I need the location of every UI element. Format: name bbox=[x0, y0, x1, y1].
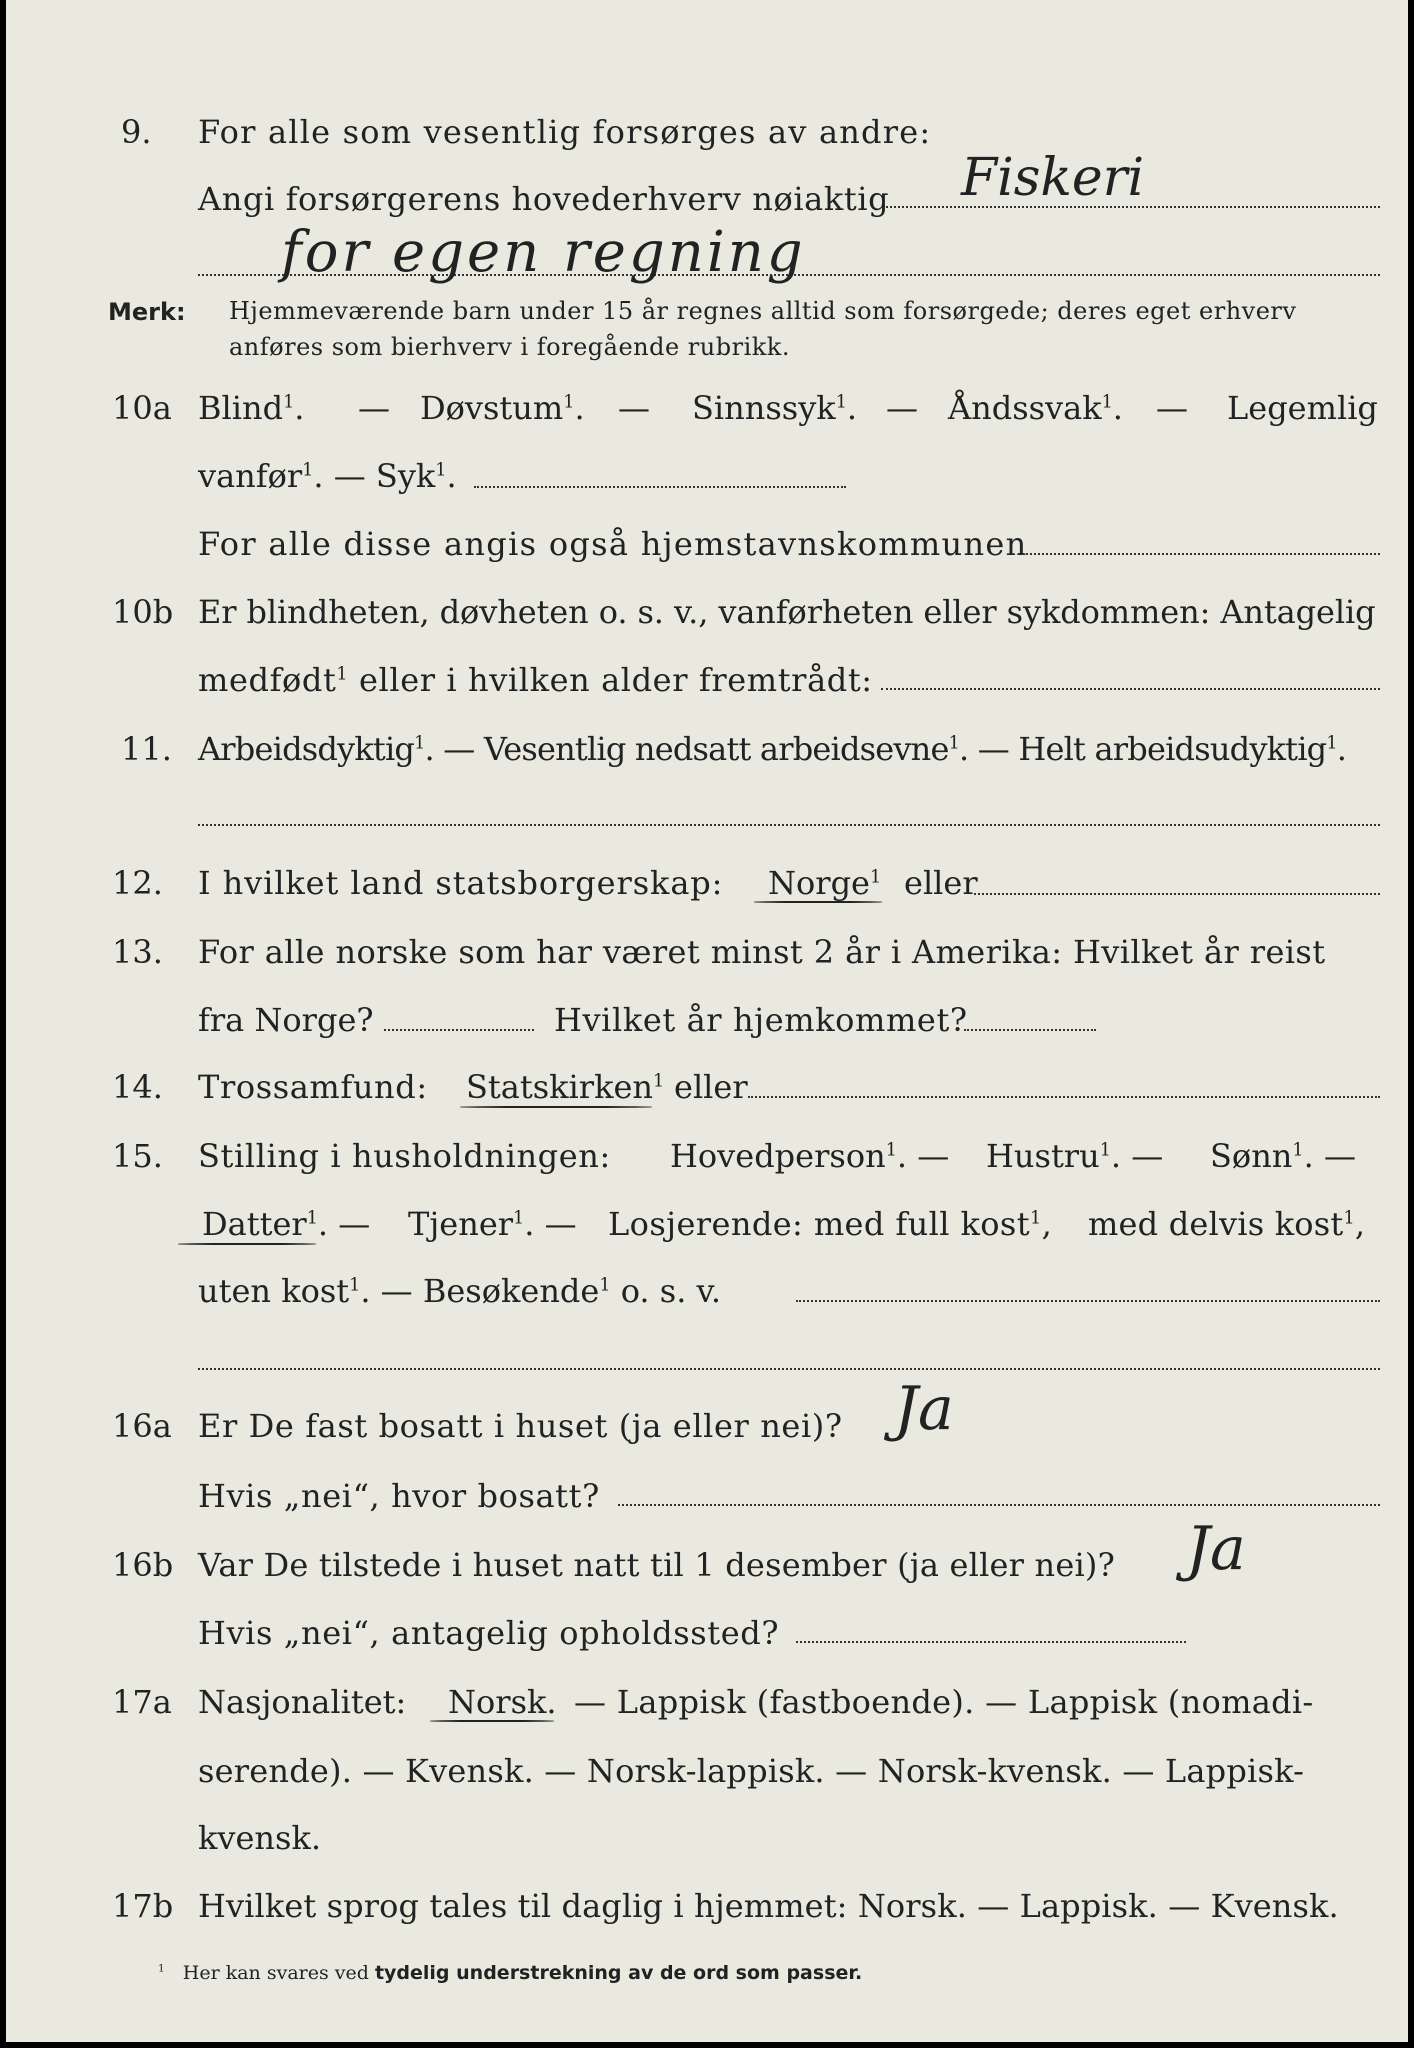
q14-question: Trossamfund: bbox=[198, 1068, 428, 1106]
q15-option-tjener: Tjener$^1$. — bbox=[408, 1205, 577, 1243]
q17a-label: Nasjonalitet: bbox=[198, 1683, 407, 1721]
q10a-line2: vanfør$^1$. — Syk$^1$. bbox=[198, 457, 457, 495]
q10a-dotted-line-2 bbox=[1018, 553, 1380, 555]
q12-number: 12. bbox=[112, 864, 163, 902]
q15-dotted-line-2 bbox=[198, 1368, 1380, 1370]
q17a-option-norsk: Norsk. bbox=[448, 1683, 557, 1721]
q16a-line2: Hvis „nei“, hvor bosatt? bbox=[198, 1477, 600, 1515]
q10b-dotted-line bbox=[881, 688, 1380, 690]
q10a-dotted-line-1 bbox=[474, 486, 846, 488]
q15-line1-label: Stilling i husholdningen: bbox=[198, 1137, 611, 1175]
q14-option-statskirken: Statskirken$^1$ bbox=[466, 1068, 665, 1106]
q10b-number: 10b bbox=[112, 593, 174, 631]
q10a-dash-4: — bbox=[1156, 389, 1188, 427]
q12-dotted-line bbox=[974, 893, 1380, 895]
q15-underline-mark bbox=[178, 1243, 316, 1245]
q10a-dash-2: — bbox=[618, 389, 650, 427]
q10a-number: 10a bbox=[112, 389, 172, 427]
q17b-number: 17b bbox=[112, 1887, 174, 1925]
q16a-dotted-line bbox=[618, 1504, 1380, 1506]
q10b-line2: medfødt$^1$ eller i hvilken alder fremtrådt: bbox=[198, 661, 873, 699]
q15-number: 15. bbox=[112, 1137, 163, 1175]
q16a-line1: Er De fast bosatt i huset (ja eller nei)? bbox=[198, 1407, 843, 1445]
q12-option-norge: Norge$^1$ bbox=[768, 864, 882, 902]
census-form-page bbox=[6, 0, 1408, 2042]
q17a-underline-mark bbox=[430, 1720, 554, 1722]
q12-question: I hvilket land statsborgerskap: bbox=[198, 864, 724, 902]
q10a-item-blind: Blind$^1$. bbox=[198, 389, 305, 427]
q17a-line2: serende). — Kvensk. — Norsk-lappisk. — Norsk-kvensk. — Lappisk- bbox=[198, 1752, 1305, 1790]
q10a-dash-3: — bbox=[886, 389, 918, 427]
q11-number: 11. bbox=[121, 730, 172, 768]
q13-line2b: Hvilket år hjemkommet? bbox=[554, 1001, 968, 1039]
q15-line3: uten kost$^1$. — Besøkende$^1$ o. s. v. bbox=[198, 1272, 721, 1310]
q12-tail: eller bbox=[904, 864, 978, 902]
q13-line2a: fra Norge? bbox=[198, 1001, 374, 1039]
q9-number: 9. bbox=[121, 113, 152, 151]
q15-option-sonn: Sønn$^1$. — bbox=[1210, 1137, 1356, 1175]
q15-dotted-line-1 bbox=[796, 1300, 1380, 1302]
merk-label: Merk: bbox=[108, 298, 186, 326]
q10a-dash-1: — bbox=[358, 389, 390, 427]
q17b-line1: Hvilket sprog tales til daglig i hjemmet: Norsk. — Lappisk. — Kvensk. bbox=[198, 1887, 1339, 1925]
q14-dotted-line bbox=[748, 1096, 1380, 1098]
q13-number: 13. bbox=[112, 933, 163, 971]
q16b-dotted-line bbox=[796, 1641, 1186, 1643]
merk-line1: Hjemmeværende barn under 15 år regnes alltid som forsørgede; deres eget erhverv bbox=[229, 297, 1297, 325]
q9-handwritten-answer-1: Fiskeri bbox=[961, 148, 1145, 208]
q9-line1: For alle som vesentlig forsørges av andre: bbox=[198, 113, 932, 151]
q16b-line1: Var De tilstede i huset natt til 1 desember (ja eller nei)? bbox=[198, 1546, 1115, 1584]
footnote: $^1$ Her kan svares ved tydelig understrekning av de ord som passer. bbox=[158, 1962, 863, 1984]
q9-line2: Angi forsørgerens hovederhverv nøiaktig bbox=[198, 180, 890, 218]
q10a-item-legemlig: Legemlig bbox=[1227, 389, 1378, 427]
merk-line2: anføres som bierhverv i foregående rubrikk. bbox=[229, 333, 790, 361]
q15-option-datter: Datter$^1$. — bbox=[202, 1205, 371, 1243]
q11-line: Arbeidsdyktig$^1$. — Vesentlig nedsatt arbeidsevne$^1$. — Helt arbeidsudyktig$^1$. bbox=[198, 730, 1347, 768]
q13-dotted-line-1 bbox=[384, 1029, 534, 1031]
q15-option-hovedperson: Hovedperson$^1$. — bbox=[670, 1137, 950, 1175]
q17a-line1-rest: — Lappisk (fastboende). — Lappisk (nomadi- bbox=[574, 1683, 1314, 1721]
q15-option-hustru: Hustru$^1$. — bbox=[986, 1137, 1164, 1175]
q15-option-losjerende: Losjerende: med full kost$^1$, bbox=[608, 1205, 1053, 1243]
q13-dotted-line-2 bbox=[964, 1029, 1096, 1031]
q13-line1: For alle norske som har været minst 2 år i Amerika: Hvilket år reist bbox=[198, 933, 1326, 971]
q10b-line1: Er blindheten, døvheten o. s. v., vanførheten eller sykdommen: Antagelig bbox=[198, 593, 1376, 631]
q17a-number: 17a bbox=[112, 1683, 172, 1721]
q11-dotted-line bbox=[198, 824, 1380, 826]
q10a-item-andssvak: Åndssvak$^1$. bbox=[948, 389, 1123, 427]
q14-number: 14. bbox=[112, 1068, 163, 1106]
q16b-handwritten-answer: Ja bbox=[1186, 1514, 1246, 1584]
q12-underline-mark bbox=[754, 901, 882, 903]
q16a-handwritten-answer: Ja bbox=[894, 1374, 954, 1444]
q10a-item-sinnssyk: Sinnssyk$^1$. bbox=[692, 389, 858, 427]
q10a-item-dovstum: Døvstum$^1$. bbox=[420, 389, 585, 427]
q16b-line2: Hvis „nei“, antagelig opholdssted? bbox=[198, 1614, 780, 1652]
q15-option-delvis-kost: med delvis kost$^1$, bbox=[1088, 1205, 1366, 1243]
q17a-line3: kvensk. bbox=[198, 1819, 321, 1857]
q14-tail: eller bbox=[674, 1068, 748, 1106]
q16a-number: 16a bbox=[112, 1407, 172, 1445]
q16b-number: 16b bbox=[112, 1546, 174, 1584]
q10a-line3: For alle disse angis også hjemstavnskommunen bbox=[198, 525, 1028, 563]
q14-underline-mark bbox=[460, 1106, 652, 1108]
q9-handwritten-answer-2: for egen regning bbox=[281, 220, 806, 285]
